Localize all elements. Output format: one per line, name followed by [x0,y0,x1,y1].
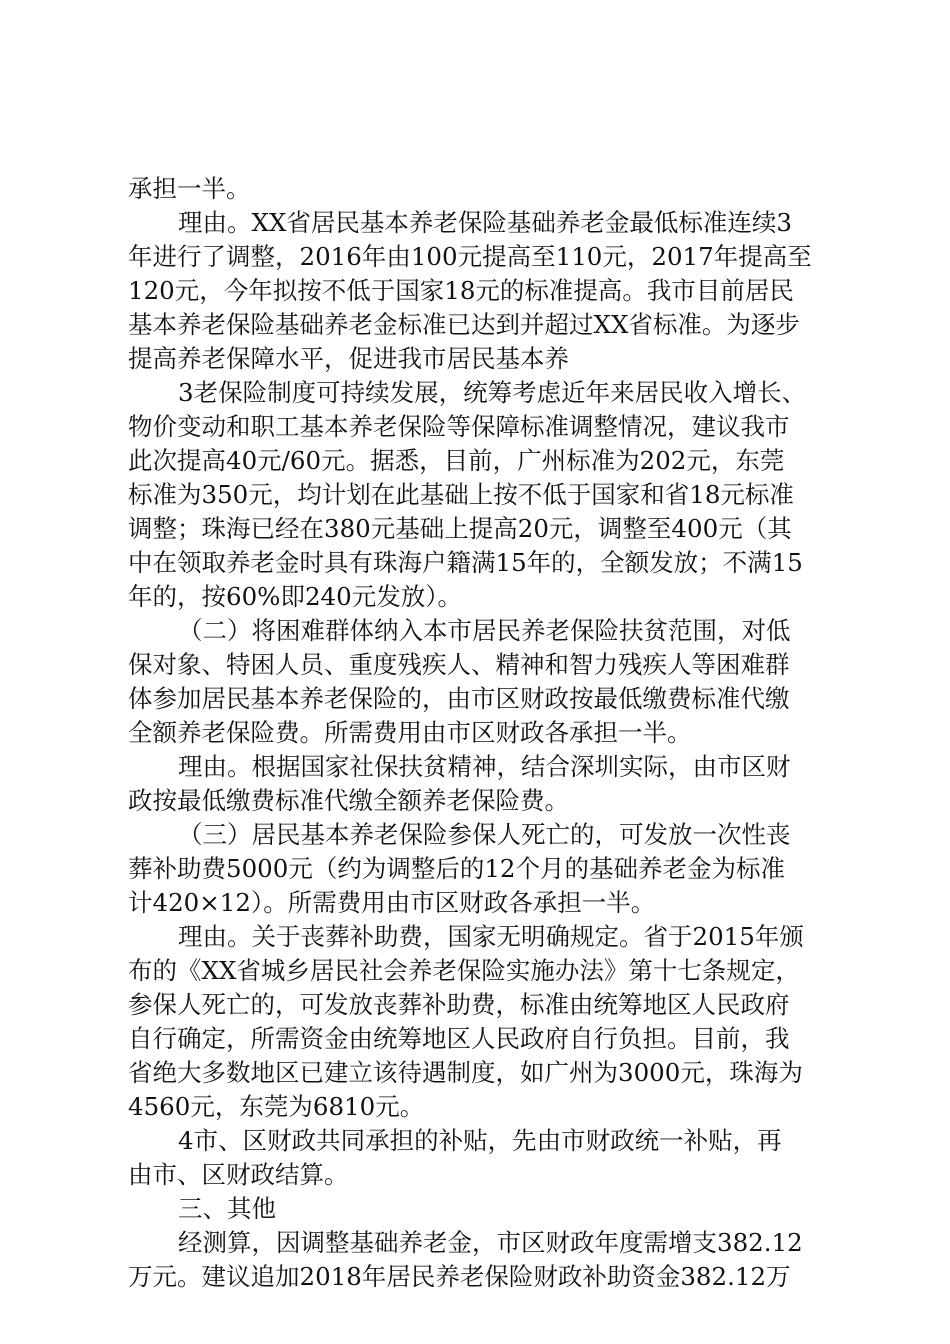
text-line: 计420×12）。所需费用由市区财政各承担一半。 [128,888,656,917]
text-line: 年进行了调整，2016年由100元提高至110元，2017年提高至 [128,242,812,271]
text-line: 经测算，因调整基础养老金，市区财政年度需增支382.12 [178,1228,803,1257]
text-line: 理由。XX省居民基本养老保险基础养老金最低标准连续3 [178,208,792,237]
text-line: 调整；珠海已经在380元基础上提高20元，调整至400元（其 [128,514,792,543]
text-line: 体参加居民基本养老保险的，由市区财政按最低缴费标准代缴 [128,684,790,713]
text-line: 4市、区财政共同承担的补贴，先由市财政统一补贴，再 [178,1126,782,1155]
text-line: 全额养老保险费。所需费用由市区财政各承担一半。 [128,718,692,747]
text-line: 葬补助费5000元（约为调整后的12个月的基础养老金为标准 [128,854,786,883]
text-line: 此次提高40元/60元。据悉，目前，广州标准为202元，东莞 [128,446,785,475]
text-line: 参保人死亡的，可发放丧葬补助费，标准由统筹地区人民政府 [128,990,790,1019]
section-heading: 三、其他 [178,1194,276,1223]
text-line: 承担一半。 [128,174,251,203]
text-line: 由市、区财政结算。 [128,1160,349,1189]
text-line: 物价变动和职工基本养老保险等保障标准调整情况，建议我市 [128,412,790,441]
text-line: 120元，今年拟按不低于国家18元的标准提高。我市目前居民 [128,276,794,305]
text-line: 政按最低缴费标准代缴全额养老保险费。 [128,786,569,815]
text-line: 年的，按60%即240元发放）。 [128,582,462,611]
text-line: 保对象、特困人员、重度残疾人、精神和智力残疾人等困难群 [128,650,790,679]
text-line: 3老保险制度可持续发展，统筹考虑近年来居民收入增长、 [178,378,807,407]
text-line: 中在领取养老金时具有珠海户籍满15年的，全额发放；不满15 [128,548,803,577]
text-line: 基本养老保险基础养老金标准已达到并超过XX省标准。为逐步 [128,310,800,339]
text-line: 布的《XX省城乡居民社会养老保险实施办法》第十七条规定， [128,956,800,985]
text-line: 标准为350元，均计划在此基础上按不低于国家和省18元标准 [128,480,794,509]
text-line: 理由。根据国家社保扶贫精神，结合深圳实际，由市区财 [178,752,791,781]
text-line: 提高养老保障水平，促进我市居民基本养 [128,344,569,373]
text-line: 理由。关于丧葬补助费，国家无明确规定。省于2015年颁 [178,922,804,951]
text-line: 万元。建议追加2018年居民养老保险财政补助资金382.12万 [128,1262,791,1291]
text-line: （三）居民基本养老保险参保人死亡的，可发放一次性丧 [178,820,791,849]
text-line: 4560元，东莞为6810元。 [128,1092,425,1121]
text-line: 省绝大多数地区已建立该待遇制度，如广州为3000元，珠海为 [128,1058,803,1087]
text-line: （二）将困难群体纳入本市居民养老保险扶贫范围，对低 [178,616,791,645]
text-line: 自行确定，所需资金由统筹地区人民政府自行负担。目前，我 [128,1024,790,1053]
